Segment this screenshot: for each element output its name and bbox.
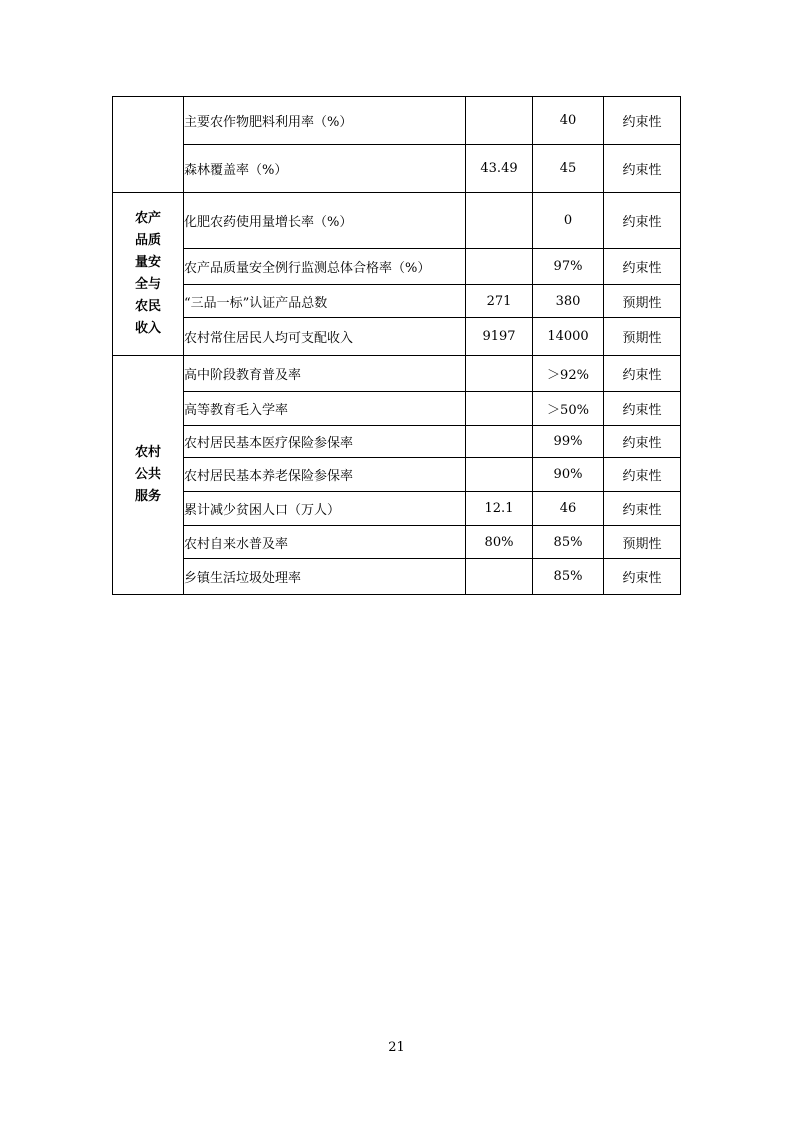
indicator-type: 约束性 (604, 392, 681, 426)
table-row (113, 392, 681, 426)
indicator-type: 约束性 (604, 426, 681, 458)
category-line: 农村 (134, 445, 161, 460)
indicator-type: 约束性 (604, 97, 681, 145)
category-cell (113, 97, 184, 193)
base-value: 271 (466, 285, 533, 318)
indicator-name: 高中阶段教育普及率 (184, 356, 466, 392)
indicator-name: 森林覆盖率（%） (184, 145, 466, 193)
category-line: 品质 (134, 233, 161, 248)
indicator-type: 约束性 (604, 193, 681, 249)
category-line: 全与 (134, 277, 161, 292)
indicator-name: 高等教育毛入学率 (184, 392, 466, 426)
target-value: 380 (533, 285, 604, 318)
target-value: 46 (533, 492, 604, 526)
base-value (466, 392, 533, 426)
table-row (113, 193, 681, 249)
target-value: 90% (533, 458, 604, 492)
table-row (113, 492, 681, 526)
category-line: 服务 (134, 489, 161, 504)
indicator-type: 约束性 (604, 356, 681, 392)
target-value: ＞92% (533, 356, 604, 392)
indicator-name: “三品一标”认证产品总数 (184, 285, 466, 318)
table-row (113, 97, 681, 145)
indicator-type: 约束性 (604, 492, 681, 526)
target-value: 0 (533, 193, 604, 249)
indicator-name: 化肥农药使用量增长率（%） (184, 193, 466, 249)
table-row (113, 426, 681, 458)
target-value: 45 (533, 145, 604, 193)
indicator-type: 约束性 (604, 559, 681, 595)
indicator-name: 乡镇生活垃圾处理率 (184, 559, 466, 595)
table-row (113, 145, 681, 193)
base-value (466, 193, 533, 249)
table-row (113, 285, 681, 318)
table-row (113, 526, 681, 559)
indicator-type: 约束性 (604, 145, 681, 193)
base-value (466, 426, 533, 458)
category-line: 农产 (134, 211, 161, 226)
page-number: 21 (388, 1040, 405, 1055)
indicator-name: 主要农作物肥料利用率（%） (184, 97, 466, 145)
table-row (113, 356, 681, 392)
base-value (466, 559, 533, 595)
base-value: 12.1 (466, 492, 533, 526)
base-value (466, 458, 533, 492)
target-value: 99% (533, 426, 604, 458)
indicator-type: 约束性 (604, 249, 681, 285)
category-line: 公共 (134, 467, 161, 482)
base-value: 80% (466, 526, 533, 559)
indicator-type: 预期性 (604, 285, 681, 318)
base-value: 43.49 (466, 145, 533, 193)
indicator-name: 农村自来水普及率 (184, 526, 466, 559)
target-value: ＞50% (533, 392, 604, 426)
target-value: 85% (533, 559, 604, 595)
base-value (466, 356, 533, 392)
category-line: 收入 (134, 321, 161, 336)
indicator-table (112, 96, 681, 595)
base-value (466, 97, 533, 145)
table-row (113, 559, 681, 595)
indicator-type: 预期性 (604, 526, 681, 559)
category-line: 量安 (134, 255, 161, 270)
base-value: 9197 (466, 318, 533, 356)
indicator-name: 累计减少贫困人口（万人） (184, 492, 466, 526)
category-cell (113, 193, 184, 356)
target-value: 97% (533, 249, 604, 285)
category-cell (113, 356, 184, 595)
table-row (113, 249, 681, 285)
indicator-type: 预期性 (604, 318, 681, 356)
base-value (466, 249, 533, 285)
target-value: 85% (533, 526, 604, 559)
target-value: 40 (533, 97, 604, 145)
indicator-name: 农村居民基本医疗保险参保率 (184, 426, 466, 458)
target-value: 14000 (533, 318, 604, 356)
indicator-name: 农村居民基本养老保险参保率 (184, 458, 466, 492)
table-row (113, 458, 681, 492)
category-line: 农民 (134, 299, 161, 314)
table-row (113, 318, 681, 356)
indicator-name: 农村常住居民人均可支配收入 (184, 318, 466, 356)
indicator-name: 农产品质量安全例行监测总体合格率（%） (184, 249, 466, 285)
indicator-type: 约束性 (604, 458, 681, 492)
